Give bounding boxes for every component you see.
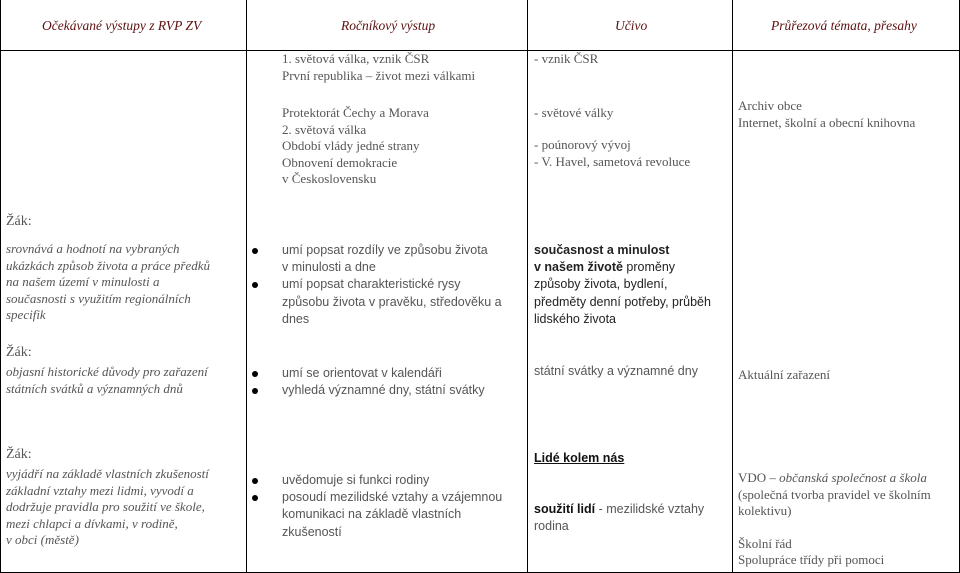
row1-cross-topics: Archiv obce Internet, školní a obecní knihovna <box>738 98 916 130</box>
row3-expected-outcome: objasní historické důvody pro zařazení státních svátků a významných dnů <box>6 364 208 396</box>
header-curriculum: Učivo <box>615 18 648 33</box>
bullet-icon <box>252 478 258 484</box>
bullet-icon <box>252 282 258 288</box>
list-item: vyhledá významné dny, státní svátky <box>282 382 485 399</box>
row2-student-label: Žák: <box>6 214 32 229</box>
row4-curriculum-title: Lidé kolem nás <box>534 451 625 465</box>
row1-curriculum-a: - vznik ČSR <box>534 51 599 66</box>
row3-student-label: Žák: <box>6 345 32 360</box>
row4-year-output-list <box>282 472 502 541</box>
row4-student-label: Žák: <box>6 447 32 462</box>
list-item: posoudí mezilidské vztahy a vzájemnou komunikaci na základě vlastních zkušeností <box>282 489 502 541</box>
row1-curriculum-d: - V. Havel, sametová revoluce <box>534 154 691 169</box>
row1-curriculum-c: - poúnorový vývoj <box>534 137 631 152</box>
row4-curriculum-text: soužití lidí - mezilidské vztahy rodina <box>534 502 705 534</box>
row1-year-output-b: Protektorát Čechy a Morava 2. světová válka Období vlády jedné strany Obnovení demokracie v Československu <box>282 105 429 186</box>
row1-curriculum-b: - světové války <box>534 105 614 120</box>
row4-expected-outcome: vyjádří na základě vlastních zkušeností základní vztahy mezi lidmi, vyvodí a dodržuje pravidla pro soužití ve škole, mezi chlapci a dívkami, v rodině, v obci (městě) <box>6 466 209 547</box>
row2-curriculum: současnost a minulost v našem životě proměny způsoby života, bydlení, předměty denní potřeby, průběh lidského života <box>534 243 711 326</box>
column-divider-2 <box>527 0 528 573</box>
table-border-left <box>0 0 1 573</box>
column-divider-1 <box>246 0 247 573</box>
list-item: umí popsat charakteristické rysy způsobu života v pravěku, středověku a dnes <box>282 276 502 328</box>
row4-cross-topics: VDO – občanská společnost a škola (společná tvorba pravidel ve školním kolektivu) Školní řád Spolupráce třídy při pomoci <box>738 470 931 567</box>
row2-expected-outcome: srovnává a hodnotí na vybraných ukázkách způsob života a práce předků na našem území v minulosti a současnosti s využitím regionálních specifik <box>6 241 210 322</box>
row1-year-output-a: 1. světová válka, vznik ČSR První republika – život mezi válkami <box>282 51 476 83</box>
header-expected-outcomes: Očekávané výstupy z RVP ZV <box>42 18 202 33</box>
table-header <box>0 0 960 51</box>
row3-curriculum: státní svátky a významné dny <box>534 364 698 378</box>
row3-cross-topics: Aktuální zařazení <box>738 367 831 382</box>
bullet-icon <box>252 388 258 394</box>
bullet-icon <box>252 371 258 377</box>
row2-year-output-list <box>282 242 502 328</box>
column-divider-3 <box>732 0 733 573</box>
header-cross-topics: Průřezová témata, přesahy <box>771 18 917 33</box>
header-year-output: Ročníkový výstup <box>341 18 436 33</box>
list-item: uvědomuje si funkci rodiny <box>282 472 502 489</box>
bullet-icon <box>252 248 258 254</box>
row3-year-output-list <box>282 365 485 399</box>
list-item: umí popsat rozdíly ve způsobu života v minulosti a dne <box>282 242 502 276</box>
bullet-icon <box>252 495 258 501</box>
list-item: umí se orientovat v kalendáři <box>282 365 485 382</box>
